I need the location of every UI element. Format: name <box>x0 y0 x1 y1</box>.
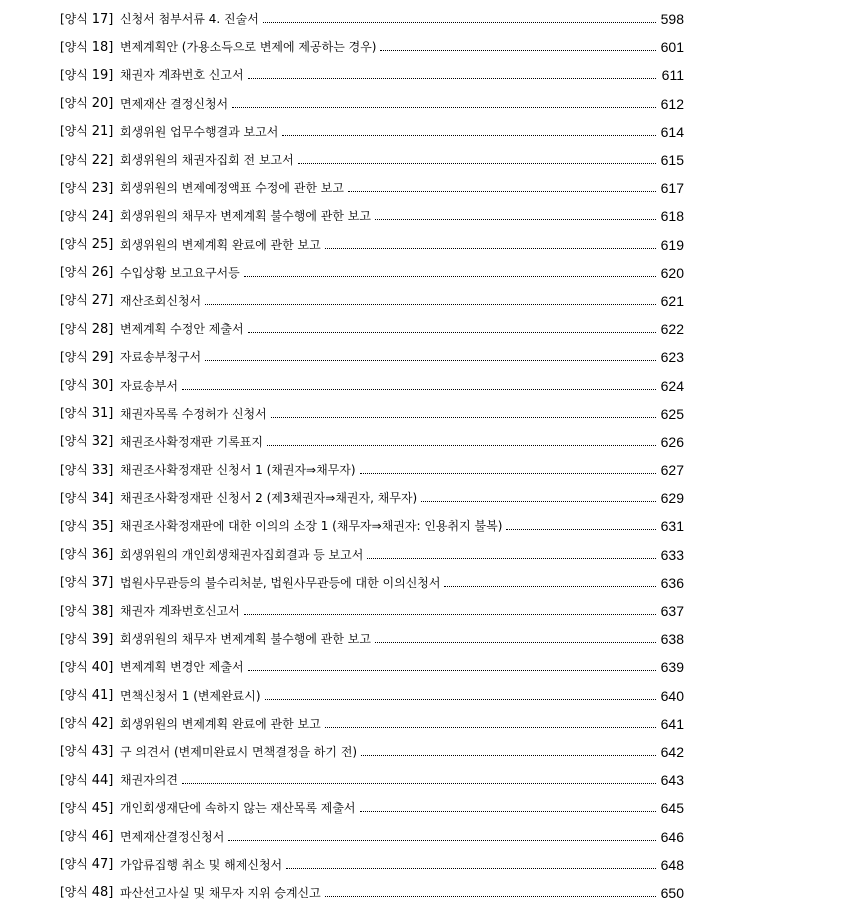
toc-entry[interactable] <box>60 822 684 850</box>
form-number <box>60 69 120 82</box>
entry-title: 회생위원의 채권자집회 전 보고서 <box>120 153 294 168</box>
form-number-prefix: [양식 <box>60 772 88 787</box>
form-number-prefix: [양식 <box>60 829 88 844</box>
dot-leader <box>444 585 656 587</box>
dot-leader <box>298 162 656 164</box>
form-number <box>60 379 120 392</box>
form-number-value: 32] <box>91 434 114 450</box>
form-number-value: 26] <box>91 265 114 281</box>
form-number-prefix: [양식 <box>60 518 88 533</box>
toc-entry[interactable] <box>60 231 684 259</box>
form-number <box>60 210 120 223</box>
form-number-prefix: [양식 <box>60 406 88 421</box>
dot-leader <box>325 895 656 897</box>
toc-entry[interactable] <box>60 315 684 343</box>
form-number-value: 44] <box>91 772 114 788</box>
entry-title: 자료송부서 <box>120 378 178 393</box>
page-number: 645 <box>660 800 684 817</box>
entry-title: 회생위원의 변제계획 완료에 관한 보고 <box>120 716 321 731</box>
entry-title: 회생위원의 변제예정액표 수정에 관한 보고 <box>120 181 344 196</box>
form-number-value: 40] <box>91 659 114 675</box>
toc-entry[interactable] <box>60 287 684 315</box>
page-number: 601 <box>660 39 684 56</box>
form-number-prefix: [양식 <box>60 631 88 646</box>
page-number: 648 <box>660 856 684 873</box>
form-number <box>60 633 120 646</box>
entry-title: 회생위원의 채무자 변제계획 불수행에 관한 보고 <box>120 209 371 224</box>
dot-leader <box>263 21 656 23</box>
toc-entry[interactable] <box>60 33 684 61</box>
dot-leader <box>182 388 656 390</box>
form-number <box>60 435 120 448</box>
toc-entry[interactable] <box>60 202 684 230</box>
form-number-prefix: [양식 <box>60 603 88 618</box>
entry-title: 채권자의견 <box>120 773 178 788</box>
entry-title: 회생위원의 변제계획 완료에 관한 보고 <box>120 237 321 252</box>
form-number-prefix: [양식 <box>60 293 88 308</box>
entry-title: 신청서 첨부서류 4. 진술서 <box>120 12 259 27</box>
form-number <box>60 154 120 167</box>
page-number: 629 <box>660 490 684 507</box>
form-number <box>60 97 120 110</box>
form-number-prefix: [양식 <box>60 800 88 815</box>
form-number <box>60 689 120 702</box>
form-number <box>60 520 120 533</box>
dot-leader <box>248 669 656 671</box>
form-number-value: 39] <box>91 631 114 647</box>
dot-leader <box>348 190 656 192</box>
entry-title: 면제재산결정신청서 <box>120 829 225 844</box>
toc-entry[interactable] <box>60 371 684 399</box>
dot-leader <box>367 557 656 559</box>
page-number: 650 <box>660 884 684 901</box>
form-number <box>60 41 120 54</box>
page-number: 637 <box>660 603 684 620</box>
form-number-prefix: [양식 <box>60 885 88 900</box>
toc-entry[interactable] <box>60 61 684 89</box>
toc-entry[interactable] <box>60 794 684 822</box>
dot-leader <box>244 613 656 615</box>
toc-entry[interactable] <box>60 682 684 710</box>
form-number-value: 22] <box>91 152 114 168</box>
toc-entry[interactable] <box>60 428 684 456</box>
page-number: 612 <box>660 95 684 112</box>
dot-leader <box>232 106 656 108</box>
toc-entry[interactable] <box>60 766 684 794</box>
form-number-prefix: [양식 <box>60 67 88 82</box>
toc-entry[interactable] <box>60 174 684 202</box>
entry-title: 변제계획 변경안 제출서 <box>120 660 244 675</box>
toc-entry[interactable] <box>60 541 684 569</box>
form-number-value: 27] <box>91 293 114 309</box>
dot-leader <box>421 500 656 502</box>
form-number-value: 23] <box>91 180 114 196</box>
dot-leader <box>248 331 656 333</box>
entry-title: 변제계획 수정안 제출서 <box>120 322 244 337</box>
form-number-prefix: [양식 <box>60 124 88 139</box>
dot-leader <box>380 49 656 51</box>
form-number-value: 28] <box>91 321 114 337</box>
form-number <box>60 464 120 477</box>
form-number <box>60 717 120 730</box>
entry-title: 채권조사확정재판에 대한 이의의 소장 1 (채무자⇒채권자: 인용취지 불복) <box>120 519 503 534</box>
dot-leader <box>282 134 656 136</box>
form-number <box>60 661 120 674</box>
dot-leader <box>228 839 656 841</box>
entry-title: 재산조회신청서 <box>120 293 202 308</box>
form-number-value: 29] <box>91 349 114 365</box>
dot-leader <box>267 444 656 446</box>
form-number-value: 42] <box>91 716 114 732</box>
entry-title: 수입상황 보고요구서등 <box>120 265 240 280</box>
entry-title: 채권자 계좌번호 신고서 <box>120 68 244 83</box>
entry-title: 채권조사확정재판 신청서 1 (채권자⇒채무자) <box>120 463 356 478</box>
form-number-value: 20] <box>91 96 114 112</box>
page-number: 643 <box>660 772 684 789</box>
form-number <box>60 323 120 336</box>
dot-leader <box>265 698 656 700</box>
page-number: 611 <box>661 67 684 84</box>
page-number: 623 <box>660 349 684 366</box>
entry-title: 자료송부청구서 <box>120 350 202 365</box>
form-number-prefix: [양식 <box>60 11 88 26</box>
form-number <box>60 492 120 505</box>
entry-title: 회생위원의 채무자 변제계획 불수행에 관한 보고 <box>120 632 371 647</box>
dot-leader <box>325 726 656 728</box>
form-number-value: 43] <box>91 744 114 760</box>
toc-entry[interactable] <box>60 879 684 907</box>
page-number: 620 <box>660 264 684 281</box>
page-number: 618 <box>660 208 684 225</box>
form-number-value: 48] <box>91 885 114 901</box>
table-of-contents <box>60 5 684 907</box>
entry-title: 파산선고사실 및 채무자 지위 승계신고 <box>120 885 321 900</box>
dot-leader <box>244 275 656 277</box>
dot-leader <box>286 867 656 869</box>
form-number <box>60 266 120 279</box>
toc-entry[interactable] <box>60 851 684 879</box>
toc-entry[interactable] <box>60 456 684 484</box>
form-number-prefix: [양식 <box>60 575 88 590</box>
toc-entry[interactable] <box>60 259 684 287</box>
entry-title: 변제계획안 (가용소득으로 변제에 제공하는 경우) <box>120 40 377 55</box>
toc-entry[interactable] <box>60 118 684 146</box>
page-number: 622 <box>660 321 684 338</box>
form-number <box>60 125 120 138</box>
form-number-value: 41] <box>91 688 114 704</box>
form-number-value: 36] <box>91 547 114 563</box>
page-number: 621 <box>660 292 684 309</box>
form-number <box>60 351 120 364</box>
dot-leader <box>325 247 656 249</box>
dot-leader <box>182 782 656 784</box>
entry-title: 채권조사확정재판 신청서 2 (제3채권자⇒채권자, 채무자) <box>120 491 418 506</box>
dot-leader <box>360 472 656 474</box>
form-number-value: 19] <box>91 67 114 83</box>
dot-leader <box>506 528 656 530</box>
page-number: 642 <box>660 743 684 760</box>
form-number-prefix: [양식 <box>60 716 88 731</box>
entry-title: 면책신청서 1 (변제완료시) <box>120 688 261 703</box>
form-number <box>60 605 120 618</box>
page-number: 624 <box>660 377 684 394</box>
page-number: 617 <box>660 180 684 197</box>
form-number-value: 31] <box>91 406 114 422</box>
form-number-prefix: [양식 <box>60 237 88 252</box>
form-number-prefix: [양식 <box>60 744 88 759</box>
form-number-value: 45] <box>91 800 114 816</box>
page-number: 631 <box>660 518 684 535</box>
page-number: 633 <box>660 546 684 563</box>
form-number <box>60 13 120 26</box>
form-number-prefix: [양식 <box>60 39 88 54</box>
form-number-prefix: [양식 <box>60 659 88 674</box>
toc-entry[interactable] <box>60 90 684 118</box>
page-number: 626 <box>660 433 684 450</box>
entry-title: 구 의견서 (변제미완료시 면책결정을 하기 전) <box>120 744 358 759</box>
form-number <box>60 238 120 251</box>
entry-title: 채권자 계좌번호신고서 <box>120 604 240 619</box>
page-number: 615 <box>660 152 684 169</box>
page-number: 636 <box>660 574 684 591</box>
page-number: 646 <box>660 828 684 845</box>
form-number-prefix: [양식 <box>60 265 88 280</box>
form-number-value: 17] <box>91 11 114 27</box>
form-number <box>60 407 120 420</box>
form-number-value: 47] <box>91 857 114 873</box>
toc-entry[interactable] <box>60 512 684 540</box>
toc-entry[interactable] <box>60 484 684 512</box>
form-number-value: 18] <box>91 39 114 55</box>
entry-title: 개인회생재단에 속하지 않는 재산목록 제출서 <box>120 801 356 816</box>
dot-leader <box>375 641 656 643</box>
dot-leader <box>205 359 656 361</box>
form-number-prefix: [양식 <box>60 547 88 562</box>
dot-leader <box>205 303 656 305</box>
form-number <box>60 182 120 195</box>
toc-entry[interactable] <box>60 146 684 174</box>
form-number-prefix: [양식 <box>60 152 88 167</box>
toc-entry[interactable] <box>60 400 684 428</box>
form-number <box>60 886 120 899</box>
form-number-prefix: [양식 <box>60 688 88 703</box>
form-number-value: 35] <box>91 518 114 534</box>
entry-title: 채권조사확정재판 기록표지 <box>120 434 263 449</box>
form-number-prefix: [양식 <box>60 434 88 449</box>
page-number: 638 <box>660 631 684 648</box>
dot-leader <box>248 77 656 79</box>
dot-leader <box>271 416 656 418</box>
entry-title: 회생위원 업무수행결과 보고서 <box>120 124 279 139</box>
dot-leader <box>375 218 656 220</box>
form-number-prefix: [양식 <box>60 208 88 223</box>
dot-leader <box>361 754 656 756</box>
toc-entry[interactable] <box>60 597 684 625</box>
form-number <box>60 774 120 787</box>
form-number <box>60 830 120 843</box>
toc-entry[interactable] <box>60 569 684 597</box>
page-number: 619 <box>660 236 684 253</box>
form-number-value: 25] <box>91 237 114 253</box>
toc-entry[interactable] <box>60 5 684 33</box>
toc-entry[interactable] <box>60 738 684 766</box>
entry-title: 채권자목록 수정허가 신청서 <box>120 406 267 421</box>
toc-entry[interactable] <box>60 625 684 653</box>
form-number-value: 24] <box>91 208 114 224</box>
toc-entry[interactable] <box>60 653 684 681</box>
form-number <box>60 294 120 307</box>
page-number: 614 <box>660 123 684 140</box>
form-number-value: 33] <box>91 462 114 478</box>
form-number-prefix: [양식 <box>60 378 88 393</box>
form-number-value: 30] <box>91 378 114 394</box>
form-number <box>60 802 120 815</box>
form-number-value: 38] <box>91 603 114 619</box>
page-number: 598 <box>660 11 684 28</box>
form-number <box>60 576 120 589</box>
entry-title: 가압류집행 취소 및 해제신청서 <box>120 857 283 872</box>
dot-leader <box>360 810 656 812</box>
form-number-prefix: [양식 <box>60 857 88 872</box>
toc-entry[interactable] <box>60 343 684 371</box>
entry-title: 면제재산 결정신청서 <box>120 96 229 111</box>
form-number-value: 21] <box>91 124 114 140</box>
page-number: 627 <box>660 462 684 479</box>
form-number <box>60 548 120 561</box>
form-number-prefix: [양식 <box>60 462 88 477</box>
form-number-prefix: [양식 <box>60 349 88 364</box>
form-number-prefix: [양식 <box>60 321 88 336</box>
form-number-prefix: [양식 <box>60 180 88 195</box>
entry-title: 회생위원의 개인회생채권자집회결과 등 보고서 <box>120 547 364 562</box>
page-number: 625 <box>660 405 684 422</box>
form-number-value: 46] <box>91 829 114 845</box>
page-number: 640 <box>660 687 684 704</box>
form-number-prefix: [양식 <box>60 490 88 505</box>
page-number: 641 <box>660 715 684 732</box>
entry-title: 법원사무관등의 불수리처분, 법원사무관등에 대한 이의신청서 <box>120 575 441 590</box>
form-number-value: 34] <box>91 490 114 506</box>
form-number-value: 37] <box>91 575 114 591</box>
form-number-prefix: [양식 <box>60 96 88 111</box>
form-number <box>60 745 120 758</box>
toc-entry[interactable] <box>60 710 684 738</box>
form-number <box>60 858 120 871</box>
page-number: 639 <box>660 659 684 676</box>
